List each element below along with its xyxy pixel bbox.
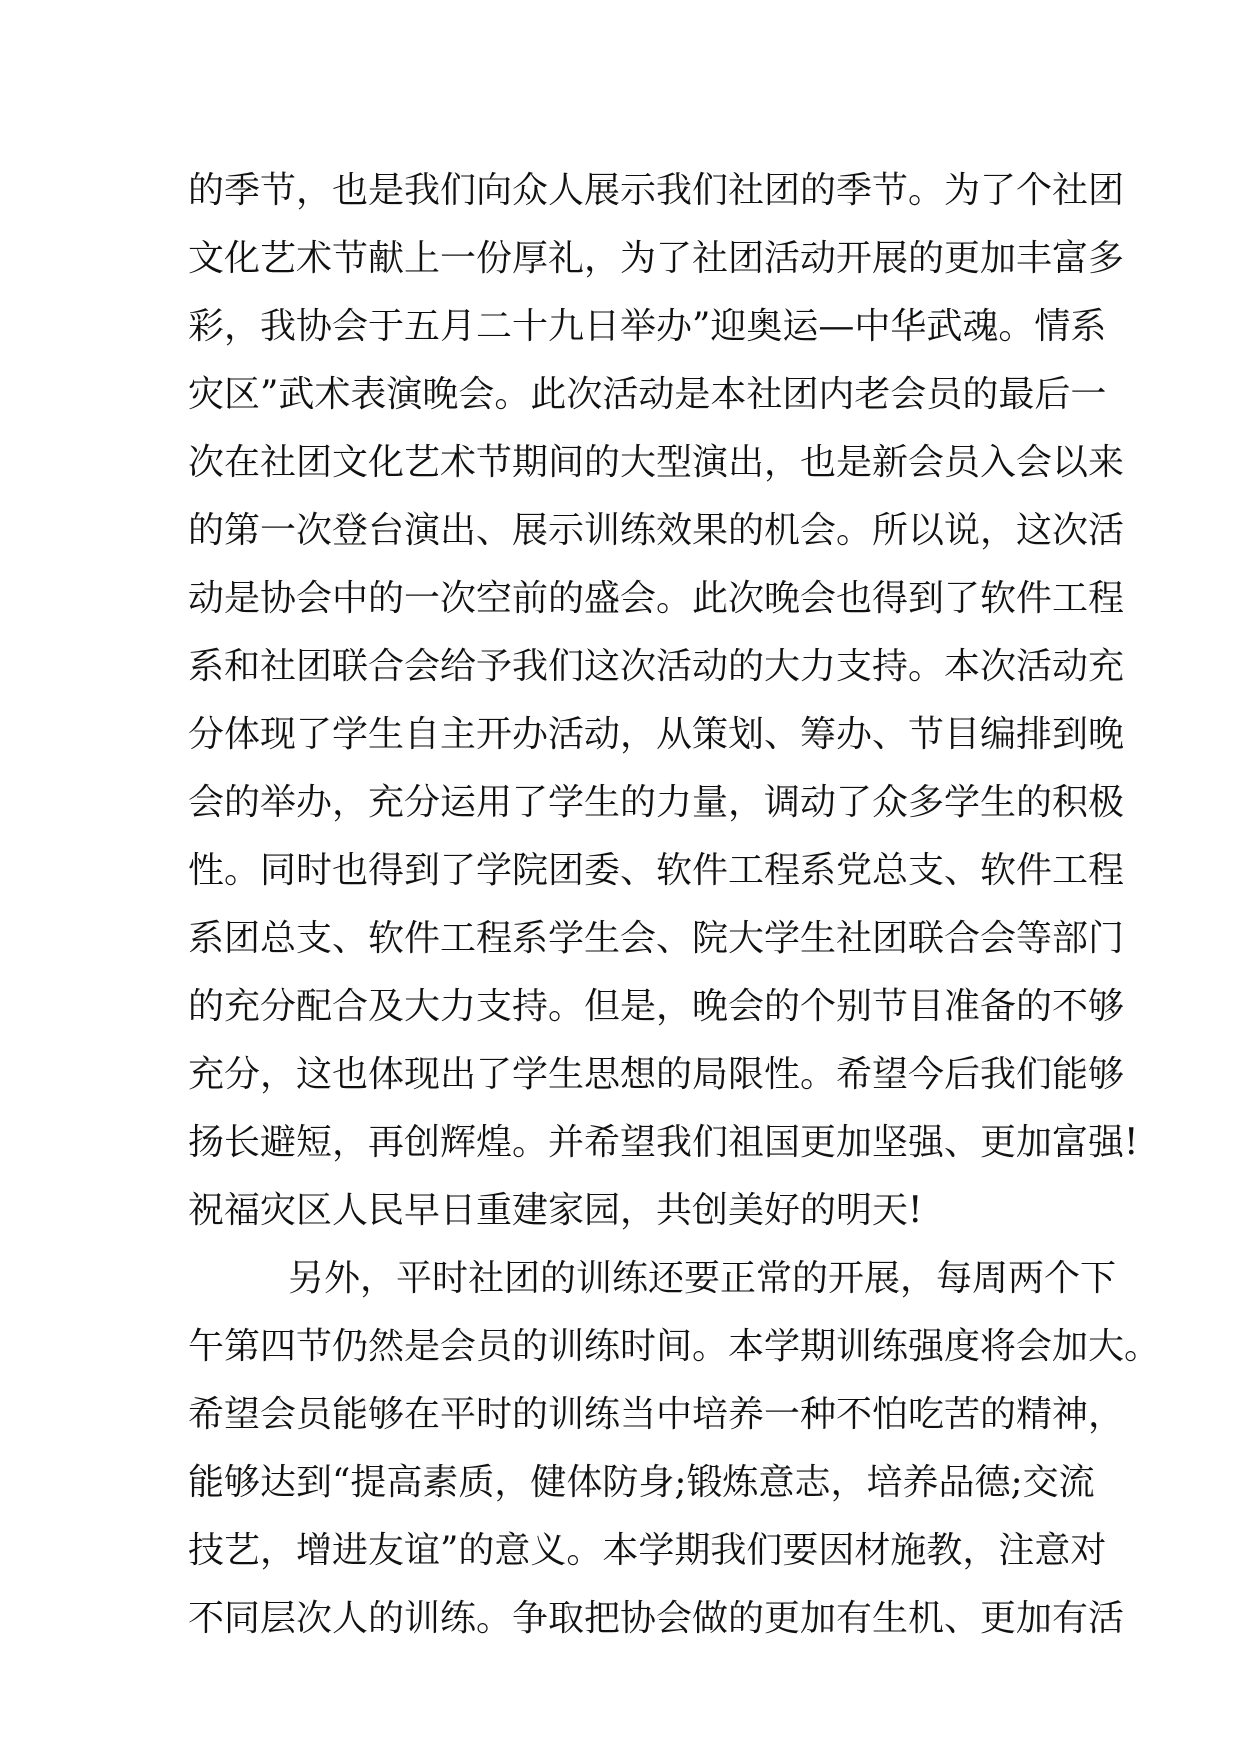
text-line: 分体现了学生自主开办活动，从策划、筹办、节目编排到晚 xyxy=(188,714,1125,755)
text-line: 次在社团文化艺术节期间的大型演出，也是新会员入会以来 xyxy=(188,442,1125,483)
text-line: 会的举办，充分运用了学生的力量，调动了众多学生的积极 xyxy=(188,782,1125,823)
text-line: 不同层次人的训练。争取把协会做的更加有生机、更加有活 xyxy=(188,1598,1125,1639)
text-line: 文化艺术节献上一份厚礼，为了社团活动开展的更加丰富多 xyxy=(188,238,1125,279)
text-line: 的季节，也是我们向众人展示我们社团的季节。为了个社团 xyxy=(188,170,1125,211)
text-line: 的充分配合及大力支持。但是，晚会的个别节目准备的不够 xyxy=(188,986,1125,1027)
text-line: 扬长避短，再创辉煌。并希望我们祖国更加坚强、更加富强! xyxy=(188,1122,1139,1163)
text-line: 彩，我协会于五月二十九日举办”迎奥运—中华武魂。情系 xyxy=(188,306,1107,347)
text-line: 充分，这也体现出了学生思想的局限性。希望今后我们能够 xyxy=(188,1054,1125,1095)
paragraph-start-line: 另外，平时社团的训练还要正常的开展，每周两个下 xyxy=(288,1258,1117,1299)
text-line: 系团总支、软件工程系学生会、院大学生社团联合会等部门 xyxy=(188,918,1125,959)
text-line: 灾区”武术表演晚会。此次活动是本社团内老会员的最后一 xyxy=(188,374,1107,415)
text-line: 希望会员能够在平时的训练当中培养一种不怕吃苦的精神， xyxy=(188,1394,1125,1435)
text-line: 性。同时也得到了学院团委、软件工程系党总支、软件工程 xyxy=(188,850,1125,891)
text-line: 技艺，增进友谊”的意义。本学期我们要因材施教，注意对 xyxy=(188,1530,1107,1571)
text-line: 祝福灾区人民早日重建家园，共创美好的明天! xyxy=(188,1190,923,1231)
text-line: 的第一次登台演出、展示训练效果的机会。所以说，这次活 xyxy=(188,510,1125,551)
body-text xyxy=(188,157,1161,1653)
text-line: 动是协会中的一次空前的盛会。此次晚会也得到了软件工程 xyxy=(188,578,1125,619)
text-line: 能够达到“提高素质，健体防身;锻炼意志，培养品德;交流 xyxy=(188,1462,1095,1503)
text-line: 系和社团联合会给予我们这次活动的大力支持。本次活动充 xyxy=(188,646,1125,687)
text-line: 午第四节仍然是会员的训练时间。本学期训练强度将会加大。 xyxy=(188,1326,1161,1367)
